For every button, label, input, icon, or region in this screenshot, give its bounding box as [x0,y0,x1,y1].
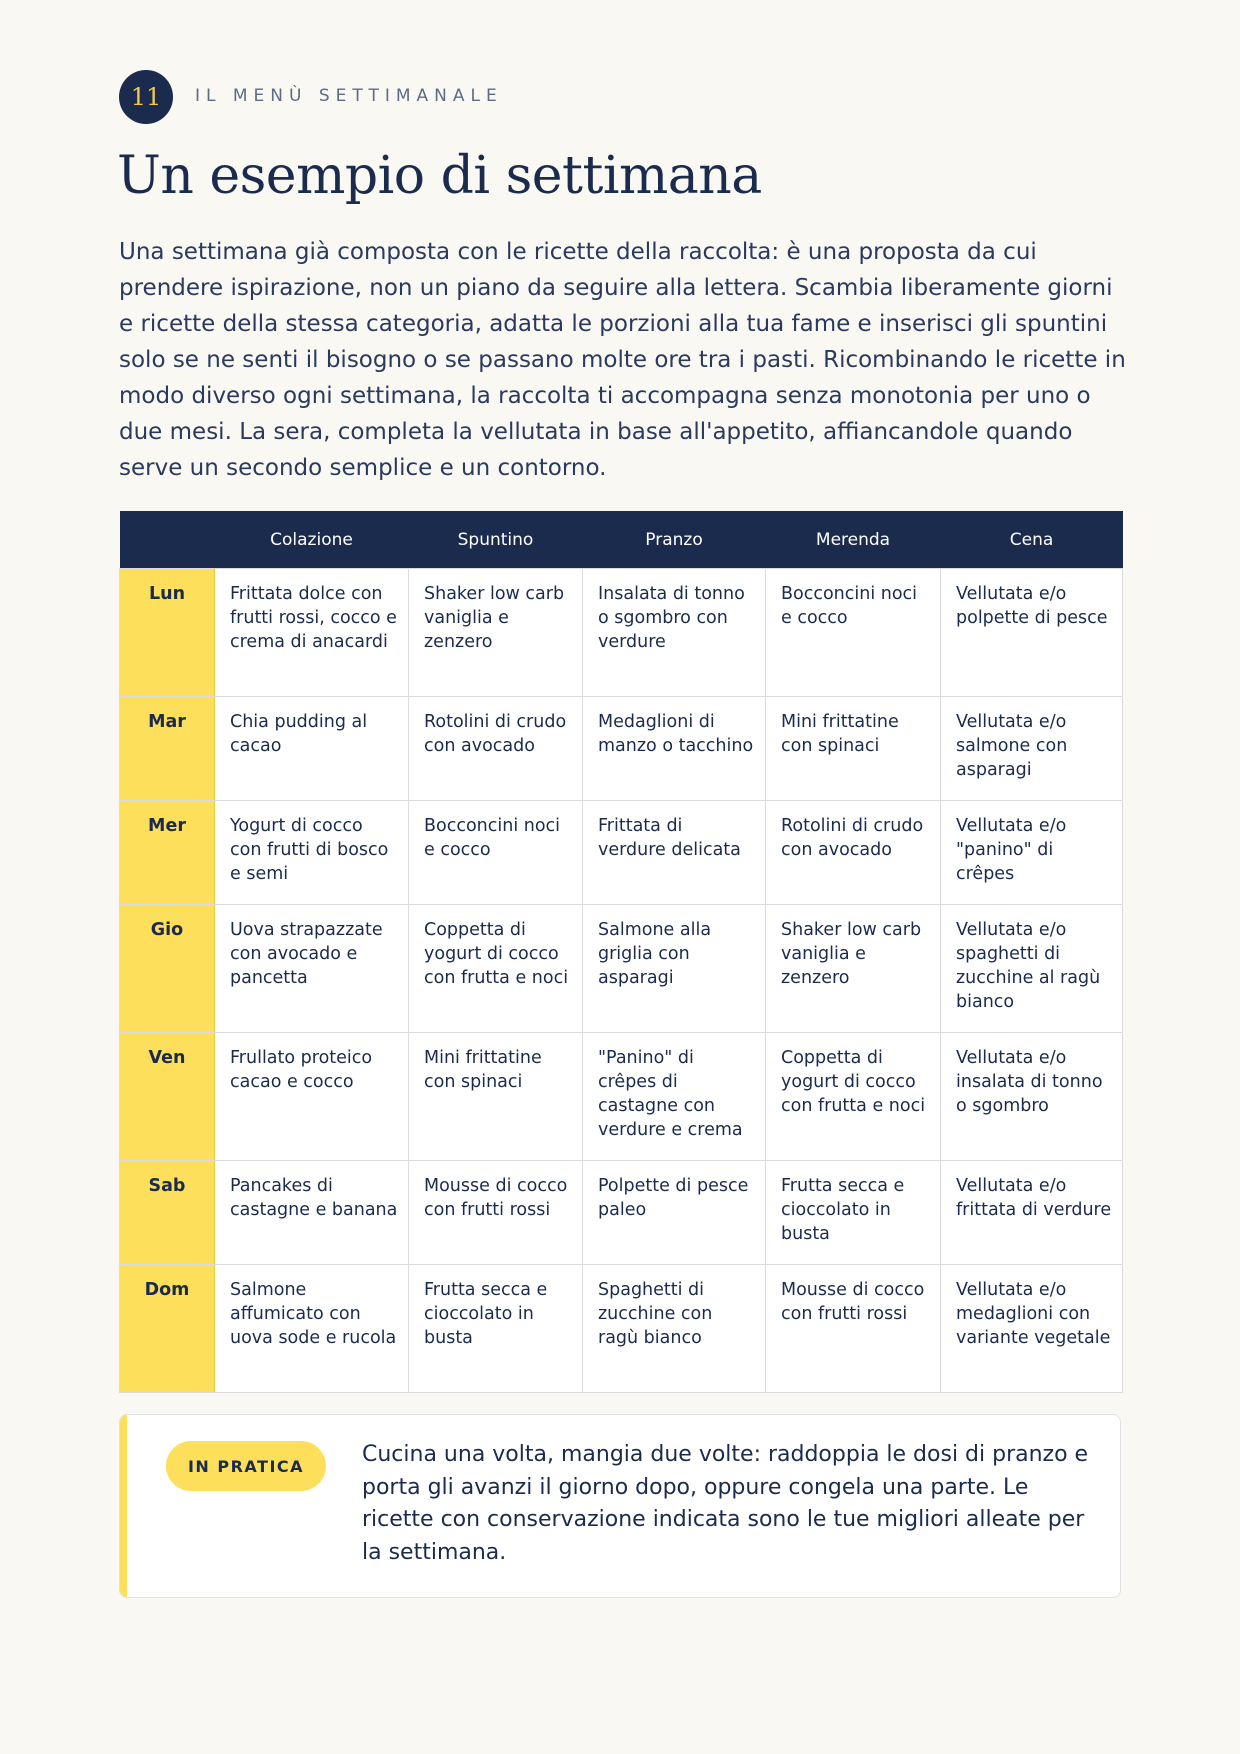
day-label: Sab [120,1161,215,1265]
table-row [120,1033,1123,1161]
meal-cell: Mini frittatine con spinaci [766,697,941,801]
meal-cell: Frutta secca e cioccolato in busta [409,1265,583,1393]
meal-cell: Mousse di cocco con frutti rossi [766,1265,941,1393]
column-header: Pranzo [583,511,766,569]
meal-cell: Vellutata e/o frittata di verdure [941,1161,1123,1265]
meal-cell: "Panino" di crêpes di castagne con verdure e crema [583,1033,766,1161]
section-label: IL MENÙ SETTIMANALE [195,86,503,106]
column-header: Cena [941,511,1123,569]
intro-paragraph: Una settimana già composta con le ricette della raccolta: è una proposta da cui prendere ispirazione, non un piano da seguire alla lettera. Scambia liberamente giorni e ricette della stessa categoria, adatta le porzioni alla tua fame e inserisci gli spuntini solo se ne senti il bisogno o se passano molte ore tra i pasti. Ricombinando le ricette in modo diverso ogni settimana, la raccolta ti accompagna senza monotonia per uno o due mesi. La sera, completa la vellutata in base all'appetito, affiancandole quando serve un secondo semplice e un contorno. [119,239,1126,481]
day-label: Lun [120,569,215,697]
weekly-menu-table [119,511,1123,1393]
meal-cell: Vellutata e/o spaghetti di zucchine al ragù bianco [941,905,1123,1033]
table-row [120,905,1123,1033]
meal-cell: Salmone alla griglia con asparagi [583,905,766,1033]
day-label: Gio [120,905,215,1033]
table-row [120,1161,1123,1265]
meal-cell: Frittata di verdure delicata [583,801,766,905]
table-row [120,801,1123,905]
meal-cell: Frutta secca e cioccolato in busta [766,1161,941,1265]
meal-cell: Bocconcini noci e cocco [766,569,941,697]
table-corner-cell [120,511,215,569]
meal-cell: Vellutata e/o insalata di tonno o sgombro [941,1033,1123,1161]
meal-cell: Spaghetti di zucchine con ragù bianco [583,1265,766,1393]
meal-cell: Frullato proteico cacao e cocco [215,1033,409,1161]
meal-cell: Frittata dolce con frutti rossi, cocco e crema di anacardi [215,569,409,697]
meal-cell: Vellutata e/o polpette di pesce [941,569,1123,697]
tip-label-badge: IN PRATICA [166,1441,326,1491]
tip-accent-bar [120,1415,127,1597]
meal-cell: Coppetta di yogurt di cocco con frutta e noci [409,905,583,1033]
meal-cell: Rotolini di crudo con avocado [409,697,583,801]
day-label: Mer [120,801,215,905]
meal-cell: Bocconcini noci e cocco [409,801,583,905]
table-row [120,1265,1123,1393]
meal-cell: Mini frittatine con spinaci [409,1033,583,1161]
meal-cell: Uova strapazzate con avocado e pancetta [215,905,409,1033]
meal-cell: Rotolini di crudo con avocado [766,801,941,905]
meal-cell: Mousse di cocco con frutti rossi [409,1161,583,1265]
day-label: Ven [120,1033,215,1161]
meal-cell: Vellutata e/o medaglioni con variante vegetale [941,1265,1123,1393]
meal-cell: Vellutata e/o "panino" di crêpes [941,801,1123,905]
meal-cell: Vellutata e/o salmone con asparagi [941,697,1123,801]
day-label: Dom [120,1265,215,1393]
meal-cell: Medaglioni di manzo o tacchino [583,697,766,801]
meal-cell: Salmone affumicato con uova sode e rucola [215,1265,409,1393]
tip-callout [119,1414,1121,1598]
column-header: Colazione [215,511,409,569]
meal-cell: Coppetta di yogurt di cocco con frutta e noci [766,1033,941,1161]
meal-cell: Polpette di pesce paleo [583,1161,766,1265]
table-row [120,697,1123,801]
meal-cell: Insalata di tonno o sgombro con verdure [583,569,766,697]
table-row [120,569,1123,697]
page-title: Un esempio di settimana [117,146,762,206]
meal-cell: Shaker low carb vaniglia e zenzero [409,569,583,697]
meal-cell: Shaker low carb vaniglia e zenzero [766,905,941,1033]
meal-cell: Pancakes di castagne e banana [215,1161,409,1265]
column-header: Spuntino [409,511,583,569]
chapter-number-badge: 11 [119,70,173,124]
table-header-row [120,511,1123,569]
meal-cell: Yogurt di cocco con frutti di bosco e semi [215,801,409,905]
day-label: Mar [120,697,215,801]
tip-text: Cucina una volta, mangia due volte: raddoppia le dosi di pranzo e porta gli avanzi il giorno dopo, oppure congela una parte. Le ricette con conservazione indicata sono le tue migliori alleate per la settimana. [362,1442,1089,1565]
column-header: Merenda [766,511,941,569]
meal-cell: Chia pudding al cacao [215,697,409,801]
